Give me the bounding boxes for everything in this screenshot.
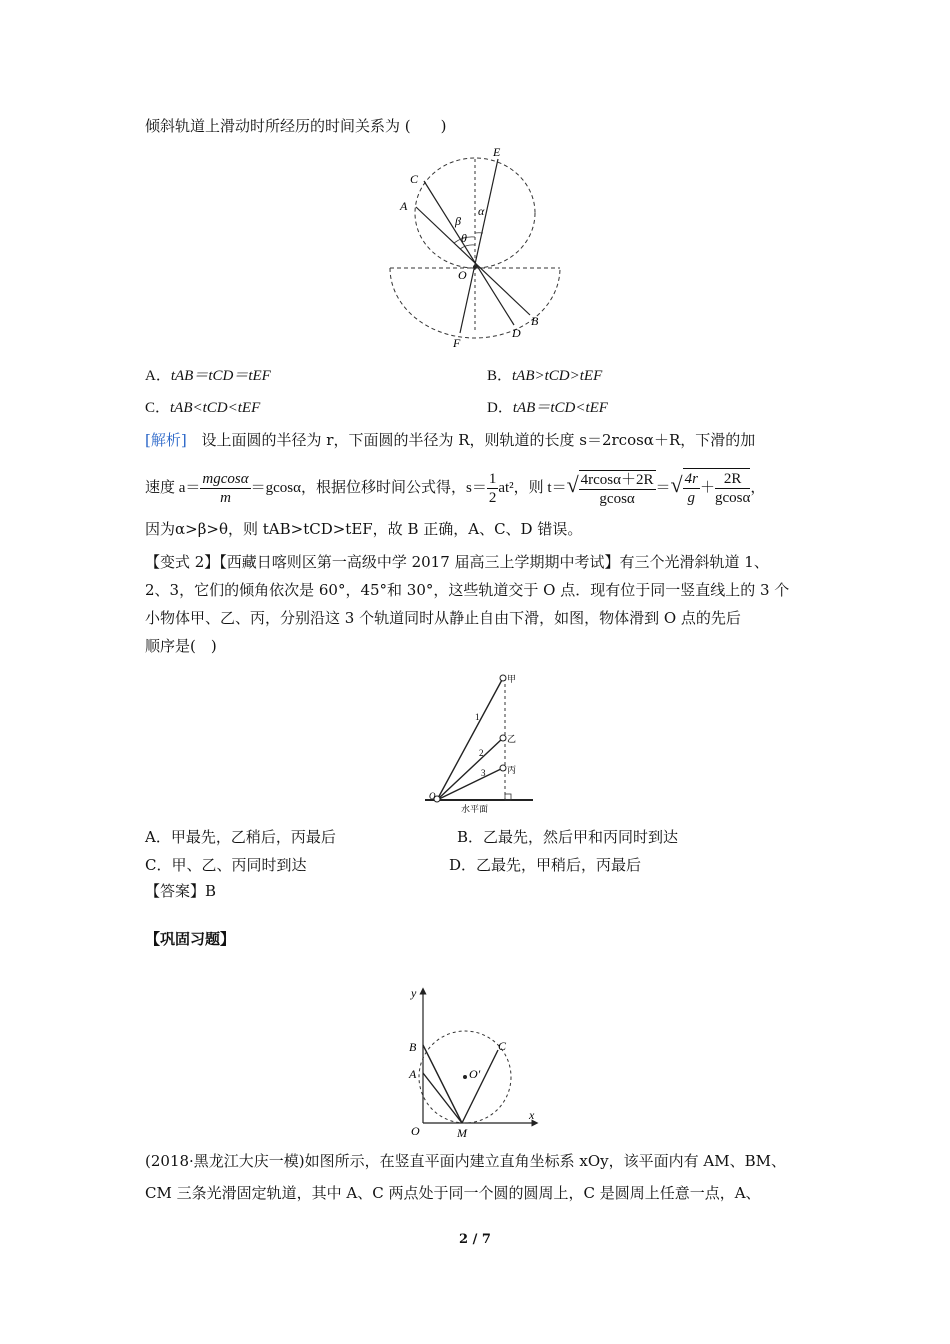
track-CM <box>462 1050 498 1123</box>
section-title: 【巩固习题】 <box>145 930 236 948</box>
analysis-line-2: 速度 a＝ $\frac{mgcos\alpha}{m}$ ＝gcosα，根据位移时间公式得，s＝ $\frac{1}{2}$ at²，则 t＝√ $\frac{4rcos\alpha+2R}{gcos\alpha}$ ＝√ $\frac{4r}{g}$ ＋ $\frac{2R}{gcos\alpha}$ ， <box>145 466 765 508</box>
label-D: D <box>512 326 521 340</box>
label-y: y <box>411 986 417 1000</box>
q2-option-A: A．甲最先，乙稍后，丙最后 <box>145 828 336 846</box>
track-CD <box>424 181 514 325</box>
variant2-line-2: 2、3，它们的倾角依次是 60°，45°和 30°，这些轨道交于 O 点．现有位于同一竖直线上的 3 个 <box>145 581 790 599</box>
analysis-line-3: 因为α>β>θ，则 tAB>tCD>tEF，故 B 正确，A、C、D 错误。 <box>145 520 583 538</box>
option-D: D．tAB＝tCD<tEF <box>487 400 608 416</box>
variant2-line-4: 顺序是( ) <box>145 637 217 655</box>
label-M: M <box>457 1126 467 1140</box>
label-3: 3 <box>481 768 486 778</box>
label-1: 1 <box>475 712 480 722</box>
figure-coordinate-tracks <box>405 985 540 1140</box>
label-B: B <box>531 314 539 328</box>
answer: 【答案】B <box>145 882 217 900</box>
label-O2: O <box>429 791 436 801</box>
label-O: O <box>458 268 467 282</box>
label-beta: β <box>455 214 461 228</box>
label-O3: O <box>411 1124 420 1138</box>
label-E: E <box>493 145 501 159</box>
figure-tracks-circles <box>380 145 570 355</box>
option-A: A．tAB＝tCD＝tEF <box>145 368 271 384</box>
page-number: 2 / 7 <box>459 1232 491 1247</box>
label-bing: 丙 <box>507 765 517 775</box>
continued-question-line: 倾斜轨道上滑动时所经历的时间关系为 ( ) <box>145 117 447 135</box>
variant2-line-1: 【变式 2】【西藏日喀则区第一高级中学 2017 届高三上学期期中考试】有三个光滑斜轨道 1、 <box>145 553 769 571</box>
figure-three-tracks <box>425 668 535 818</box>
label-2: 2 <box>479 748 484 758</box>
label-Oprime: O′ <box>469 1067 481 1081</box>
track-AM <box>423 1073 462 1123</box>
variant2-line-3: 小物体甲、乙、丙，分别沿这 3 个轨道同时从静止自由下滑，如图，物体滑到 O 点的先后 <box>145 609 741 627</box>
track-3 <box>437 768 503 800</box>
label-x: x <box>529 1108 535 1122</box>
label-ground: 水平面 <box>461 804 489 814</box>
label-theta: θ <box>461 231 467 245</box>
track-1 <box>437 678 503 800</box>
label-alpha: α <box>478 204 485 218</box>
q2-option-C: C．甲、乙、丙同时到达 <box>145 856 307 874</box>
label-yi: 乙 <box>507 734 517 744</box>
label-C3: C <box>498 1039 507 1053</box>
problem-line-2: CM 三条光滑固定轨道，其中 A、C 两点处于同一个圆的圆周上，C 是圆周上任意一点，A、 <box>145 1184 761 1202</box>
label-F: F <box>453 336 461 350</box>
label-A: A <box>400 199 408 213</box>
label-A3: A <box>409 1067 417 1081</box>
option-B: B．tAB>tCD>tEF <box>487 368 603 384</box>
problem-line-1: (2018·黑龙江大庆一模)如图所示，在竖直平面内建立直角坐标系 xOy，该平面内有 AM、BM、 <box>145 1152 786 1170</box>
analysis-tag: [解析] <box>145 431 187 449</box>
label-C: C <box>410 172 419 186</box>
analysis-line-1: [解析] 设上面圆的半径为 r，下面圆的半径为 R，则轨道的长度 s＝2rcosα＋R，下滑的加 <box>145 431 756 449</box>
track-AB <box>416 207 530 315</box>
track-BM <box>423 1045 462 1123</box>
option-C: C．tAB<tCD<tEF <box>145 400 261 416</box>
label-B3: B <box>409 1040 417 1054</box>
track-2 <box>437 738 503 800</box>
q2-option-B: B．乙最先，然后甲和丙同时到达 <box>457 828 679 846</box>
label-jia: 甲 <box>507 674 517 684</box>
q2-option-D: D．乙最先，甲稍后，丙最后 <box>449 856 642 874</box>
